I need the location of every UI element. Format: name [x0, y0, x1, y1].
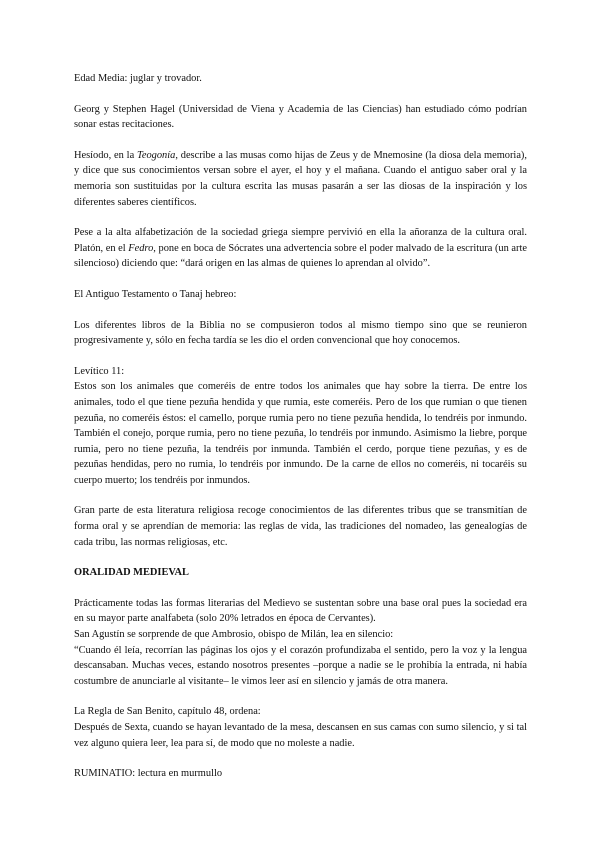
paragraph-san-agustin: San Agustín se sorprende de que Ambrosio, obispo de Milán, lea en silencio: [74, 629, 394, 641]
regla-text: Después de Sexta, cuando se hayan levantado de la mesa, descansen en sus camas con sumo silencio, y si tal vez alguno quiera leer, lea para sí, de modo que no moleste a nadie. [74, 722, 527, 749]
regla-title: La Regla de San Benito, capítulo 48, ordena: [74, 706, 261, 718]
hesiodo-text-b: , describe a las musas como hijas de Zeus y de Mnemosine (la diosa dela memoria), y dice que sus conocimientos versan sobre el ayer, el hoy y el mañana. Cuando el antiguo saber oral y la memoria son sustituidas por la cultura escrita las musas pasarán a ser las diosas de la inspiración y los diferentes saberes científicos. [74, 149, 527, 208]
levitico-title: Levítico 11: [74, 365, 125, 377]
paragraph-cuando-leia: “Cuando él leía, recorrían las páginas los ojos y el corazón profundizaba el sentido, pero la voz y la lengua descansaban. Muchas veces, estando nosotros presentes –porque a nadie se le prohibía la entrada, ni había costumbre de anunciarle al visitante– le vimos leer así en silencio y jamás de otra manera. [74, 644, 527, 687]
paragraph-hesiodo [74, 148, 527, 210]
fedro-title: Fedro [128, 242, 154, 254]
platon-text-a: Pese a la alta alfabetización de la sociedad griega siempre pervivió en ella la añoranza de la cultura oral. Platón, en el [74, 227, 527, 254]
levitico-quote: Estos son los animales que comeréis de entre todos los animales que hay sobre la tierra. De entre los animales, todo el que tiene pezuña hendida y que rumia, este comeréis. Pero de los que rumian o que tienen pezuña, no comeréis éstos: el camello, porque rumia pero no tiene pezuña hendida, lo tendréis por inmundo. También el conejo, porque rumia, pero no tiene pezuña, lo tendréis por inmundo. Asimismo la liebre, porque rumia, pero no tiene pezuña, la tendréis por inmunda. También el cerdo, porque tiene pezuñas, y es de pezuñas hendidas, pero no rumia, lo tendréis por inmundo. De la carne de ellos no comeréis, ni tocaréis su cuerpo muerto; los tendréis por inmundos. [74, 381, 527, 486]
doc-title: Edad Media: juglar y trovador. [74, 73, 202, 84]
paragraph-libros-biblia: Los diferentes libros de la Biblia no se compusieron todos al mismo tiempo sino que se reunieron progresivamente y, sólo en fecha tardía se les dio el orden convencional que hoy conocemos. [74, 319, 527, 347]
paragraph-gran-parte: Gran parte de esta literatura religiosa recoge conocimientos de las diferentes tribus que se transmitían de forma oral y se aprendían de memoria: las reglas de vida, las tradiciones del nomadeo, las genealogías de cada tribu, las normas religiosas, etc. [74, 505, 527, 548]
teogonia-title: Teogonía [137, 149, 176, 161]
platon-text-b: , pone en boca de Sócrates una advertencia sobre el poder malvado de la escritura (un arte silencioso) diciendo que: “dará origen en las almas de quienes lo aprendan al olvido”. [74, 242, 527, 270]
section-heading-oralidad: ORALIDAD MEDIEVAL [74, 567, 189, 579]
hesiodo-text-a: Hesíodo, en la [74, 149, 138, 161]
paragraph-hagel: Georg y Stephen Hagel (Universidad de Viena y Academia de las Ciencias) han estudiado cómo podrían sonar estas recitaciones. [74, 103, 527, 131]
paragraph-platon [74, 225, 527, 272]
paragraph-ruminatio: RUMINATIO: lectura en murmullo [74, 768, 223, 780]
paragraph-practicamente: Prácticamente todas las formas literarias del Medievo se sustentan sobre una base oral pues la sociedad era en su mayor parte analfabeta (solo 20% letrados en época de Cervantes). [74, 597, 527, 625]
paragraph-antiguo-testamento: El Antiguo Testamento o Tanaj hebreo: [74, 288, 237, 300]
